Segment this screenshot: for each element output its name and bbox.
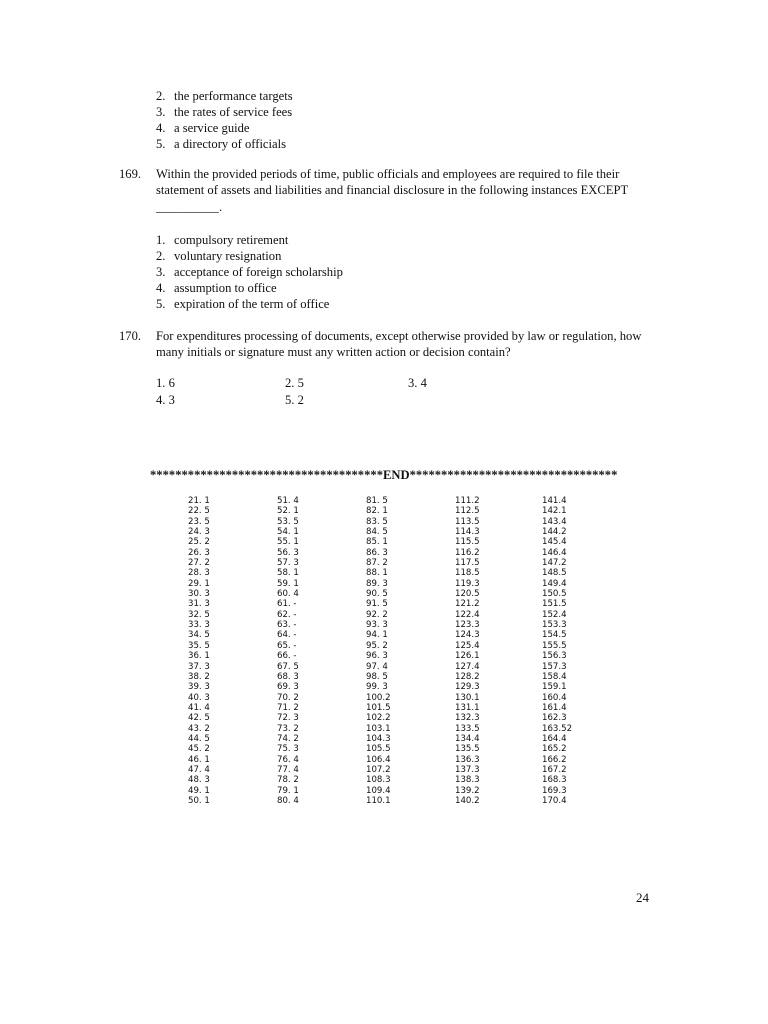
answer-key-entry: 144.2 xyxy=(542,527,567,538)
answer-key-entry: 80. 4 xyxy=(277,795,299,806)
answer-key-entry: 65. - xyxy=(277,640,297,651)
answer-key-entry: 147.2 xyxy=(542,558,567,569)
answer-key-entry: 99. 3 xyxy=(366,682,388,693)
answer-key-entry: 26. 3 xyxy=(188,547,210,558)
answer-key-entry: 156.3 xyxy=(542,651,567,662)
answer-key-entry: 40. 3 xyxy=(188,692,210,703)
answer-key-entry: 30. 3 xyxy=(188,589,210,600)
answer-key-entry: 95. 2 xyxy=(366,640,388,651)
answer-key-entry: 91. 5 xyxy=(366,599,388,610)
list-item xyxy=(156,248,281,264)
answer-key-entry: 86. 3 xyxy=(366,547,388,558)
list-item xyxy=(156,264,343,280)
answer-key-entry: 47. 4 xyxy=(188,764,210,775)
answer-key-column xyxy=(455,496,480,806)
item-text: expiration of the term of office xyxy=(174,297,330,311)
answer-key-entry: 37. 3 xyxy=(188,661,210,672)
item-text: compulsory retirement xyxy=(174,233,289,247)
item-text: a directory of officials xyxy=(174,137,287,151)
answer-key-entry: 49. 1 xyxy=(188,785,210,796)
answer-key-entry: 101.5 xyxy=(366,702,391,713)
answer-key-entry: 60. 4 xyxy=(277,589,299,600)
answer-key-entry: 107.2 xyxy=(366,764,391,775)
answer-key-entry: 164.4 xyxy=(542,733,567,744)
answer-key-entry: 131.1 xyxy=(455,702,480,713)
question-number: 169. xyxy=(119,167,142,181)
answer-key-column xyxy=(542,496,572,806)
answer-key-entry: 134.4 xyxy=(455,733,480,744)
answer-key-entry: 93. 3 xyxy=(366,620,388,631)
answer-key-entry: 103.1 xyxy=(366,723,391,734)
item-text: a service guide xyxy=(174,121,250,135)
answer-key-entry: 22. 5 xyxy=(188,506,210,517)
answer-key-entry: 149.4 xyxy=(542,578,567,589)
answer-key-entry: 31. 3 xyxy=(188,599,210,610)
answer-key-entry: 85. 1 xyxy=(366,537,388,548)
item-number: 3. xyxy=(156,265,166,279)
answer-key-entry: 116.2 xyxy=(455,547,480,558)
end-marker: *************************************END********************************* xyxy=(150,468,618,482)
answer-key-entry: 159.1 xyxy=(542,682,567,693)
answer-key-entry: 97. 4 xyxy=(366,661,388,672)
answer-key-entry: 45. 2 xyxy=(188,744,210,755)
answer-key-entry: 34. 5 xyxy=(188,630,210,641)
item-number: 4. xyxy=(156,281,166,295)
answer-key-entry: 48. 3 xyxy=(188,775,210,786)
answer-key-entry: 165.2 xyxy=(542,744,567,755)
answer-key-entry: 23. 5 xyxy=(188,516,210,527)
answer-key-entry: 120.5 xyxy=(455,589,480,600)
answer-key-entry: 57. 3 xyxy=(277,558,299,569)
answer-key-entry: 96. 3 xyxy=(366,651,388,662)
answer-key-entry: 56. 3 xyxy=(277,547,299,558)
answer-key-entry: 41. 4 xyxy=(188,702,210,713)
answer-key-entry: 51. 4 xyxy=(277,496,299,506)
answer-key-entry: 158.4 xyxy=(542,671,567,682)
answer-key-entry: 102.2 xyxy=(366,713,391,724)
answer-key-entry: 123.3 xyxy=(455,620,480,631)
answer-key-entry: 78. 2 xyxy=(277,775,299,786)
answer-key-entry: 77. 4 xyxy=(277,764,299,775)
answer-key-entry: 163.52 xyxy=(542,723,573,734)
answer-key-entry: 119.3 xyxy=(455,578,480,589)
item-number: 2. xyxy=(156,249,166,263)
question-text: Within the provided periods of time, public officials and employees are required to file their statement of assets and liabilities and financial disclosure in the following instances EXCEPT __________. xyxy=(156,167,628,214)
answer-key-entry: 43. 2 xyxy=(188,723,210,734)
answer-key-entry: 46. 1 xyxy=(188,754,210,765)
question-169 xyxy=(119,166,659,218)
answer-key-entry: 38. 2 xyxy=(188,671,210,682)
answer-key-entry: 133.5 xyxy=(455,723,480,734)
answer-key-entry: 28. 3 xyxy=(188,568,210,579)
answer-key-entry: 64. - xyxy=(277,630,297,641)
answer-key-column xyxy=(366,496,391,806)
answer-key-entry: 127.4 xyxy=(455,661,480,672)
answer-key-entry: 81. 5 xyxy=(366,496,388,506)
item-number: 2. xyxy=(156,89,166,103)
answer-key-column xyxy=(188,496,210,806)
answer-key-entry: 71. 2 xyxy=(277,702,299,713)
answer-key-entry: 54. 1 xyxy=(277,527,299,538)
answer-key-entry: 110.1 xyxy=(366,795,391,806)
answer-key-entry: 62. - xyxy=(277,609,297,620)
list-item xyxy=(156,88,293,104)
answer-key-entry: 25. 2 xyxy=(188,537,210,548)
answer-key-entry: 74. 2 xyxy=(277,733,299,744)
answer-key-entry: 168.3 xyxy=(542,775,567,786)
answer-key-entry: 29. 1 xyxy=(188,578,210,589)
answer-key-entry: 169.3 xyxy=(542,785,567,796)
answer-key-entry: 68. 3 xyxy=(277,671,299,682)
question-text: For expenditures processing of documents, except otherwise provided by law or regulation, how many initials or signature must any written action or decision contain? xyxy=(156,329,642,360)
answer-key-entry: 90. 5 xyxy=(366,589,388,600)
answer-key-entry: 153.3 xyxy=(542,620,567,631)
question-number: 170. xyxy=(119,329,142,343)
answer-key-entry: 160.4 xyxy=(542,692,567,703)
answer-key-entry: 138.3 xyxy=(455,775,480,786)
answer-key-entry: 106.4 xyxy=(366,754,391,765)
list-item xyxy=(156,232,288,248)
answer-key-entry: 117.5 xyxy=(455,558,480,569)
answer-key-entry: 105.5 xyxy=(366,744,391,755)
answer-key-entry: 145.4 xyxy=(542,537,567,548)
answer-key-entry: 118.5 xyxy=(455,568,480,579)
answer-key-entry: 72. 3 xyxy=(277,713,299,724)
answer-key-entry: 157.3 xyxy=(542,661,567,672)
item-text: assumption to office xyxy=(174,281,277,295)
answer-key-entry: 70. 2 xyxy=(277,692,299,703)
answer-key-entry: 167.2 xyxy=(542,764,567,775)
answer-key-entry: 130.1 xyxy=(455,692,480,703)
answer-key-entry: 52. 1 xyxy=(277,506,299,517)
answer-key-entry: 115.5 xyxy=(455,537,480,548)
answer-key-entry: 33. 3 xyxy=(188,620,210,631)
answer-key-entry: 155.5 xyxy=(542,640,567,651)
answer-key-entry: 82. 1 xyxy=(366,506,388,517)
answer-key-entry: 143.4 xyxy=(542,516,567,527)
item-number: 4. xyxy=(156,121,166,135)
answer-key-entry: 135.5 xyxy=(455,744,480,755)
answer-key-entry: 89. 3 xyxy=(366,578,388,589)
answer-key-entry: 104.3 xyxy=(366,733,391,744)
answer-key-entry: 128.2 xyxy=(455,671,480,682)
answer-key-entry: 152.4 xyxy=(542,609,567,620)
answer-key-entry: 100.2 xyxy=(366,692,391,703)
list-item xyxy=(156,104,292,120)
list-item xyxy=(156,120,250,136)
item-text: the rates of service fees xyxy=(174,105,293,119)
list-item xyxy=(156,280,277,296)
answer-key-entry: 113.5 xyxy=(455,516,480,527)
item-number: 3. xyxy=(156,105,166,119)
answer-key-entry: 140.2 xyxy=(455,795,480,806)
answer-key-entry: 39. 3 xyxy=(188,682,210,693)
answer-key-entry: 88. 1 xyxy=(366,568,388,579)
answer-key-entry: 146.4 xyxy=(542,547,567,558)
answer-key-entry: 36. 1 xyxy=(188,651,210,662)
answer-key-entry: 73. 2 xyxy=(277,723,299,734)
answer-key-entry: 69. 3 xyxy=(277,682,299,693)
question-170 xyxy=(119,328,659,362)
answer-key-entry: 114.3 xyxy=(455,527,480,538)
list-item xyxy=(156,136,286,152)
page-number: 24 xyxy=(636,890,649,905)
answer-key-entry: 50. 1 xyxy=(188,795,210,806)
answer-key-entry: 166.2 xyxy=(542,754,567,765)
answer-choice: 1. 6 xyxy=(156,376,175,390)
answer-choice: 4. 3 xyxy=(156,393,175,407)
answer-key-entry: 83. 5 xyxy=(366,516,388,527)
item-number: 1. xyxy=(156,233,166,247)
answer-key-entry: 121.2 xyxy=(455,599,480,610)
answer-key-entry: 108.3 xyxy=(366,775,391,786)
answer-key-entry: 66. - xyxy=(277,651,297,662)
item-text: voluntary resignation xyxy=(174,249,282,263)
answer-key-entry: 55. 1 xyxy=(277,537,299,548)
list-item xyxy=(156,296,329,312)
answer-key-entry: 161.4 xyxy=(542,702,567,713)
answer-key-entry: 35. 5 xyxy=(188,640,210,651)
answer-key-entry: 111.2 xyxy=(455,496,480,506)
answer-key-entry: 53. 5 xyxy=(277,516,299,527)
answer-key-entry: 154.5 xyxy=(542,630,567,641)
answer-key-entry: 129.3 xyxy=(455,682,480,693)
item-number: 5. xyxy=(156,137,166,151)
answer-key-entry: 87. 2 xyxy=(366,558,388,569)
answer-key-entry: 162.3 xyxy=(542,713,567,724)
answer-choice: 5. 2 xyxy=(285,393,304,407)
answer-key-entry: 151.5 xyxy=(542,599,567,610)
answer-key-entry: 59. 1 xyxy=(277,578,299,589)
answer-key-entry: 98. 5 xyxy=(366,671,388,682)
answer-choice: 2. 5 xyxy=(285,376,304,390)
answer-key-entry: 27. 2 xyxy=(188,558,210,569)
answer-key-entry: 24. 3 xyxy=(188,527,210,538)
answer-key-entry: 58. 1 xyxy=(277,568,299,579)
answer-key-entry: 94. 1 xyxy=(366,630,388,641)
item-text: the performance targets xyxy=(174,89,293,103)
answer-choice: 3. 4 xyxy=(408,376,427,390)
answer-key-entry: 126.1 xyxy=(455,651,480,662)
answer-key-entry: 150.5 xyxy=(542,589,567,600)
item-number: 5. xyxy=(156,297,166,311)
answer-key-entry: 32. 5 xyxy=(188,609,210,620)
answer-key-entry: 61. - xyxy=(277,599,297,610)
answer-key-entry: 21. 1 xyxy=(188,496,210,506)
answer-key-entry: 75. 3 xyxy=(277,744,299,755)
answer-key-entry: 170.4 xyxy=(542,795,567,806)
answer-key-entry: 141.4 xyxy=(542,496,567,506)
answer-key-entry: 42. 5 xyxy=(188,713,210,724)
answer-key-entry: 137.3 xyxy=(455,764,480,775)
answer-key-entry: 63. - xyxy=(277,620,297,631)
answer-key-entry: 125.4 xyxy=(455,640,480,651)
answer-key-entry: 124.3 xyxy=(455,630,480,641)
answer-key-entry: 112.5 xyxy=(455,506,480,517)
answer-key-column xyxy=(277,496,299,806)
answer-key-entry: 132.3 xyxy=(455,713,480,724)
answer-key-entry: 79. 1 xyxy=(277,785,299,796)
item-text: acceptance of foreign scholarship xyxy=(174,265,343,279)
answer-key-entry: 44. 5 xyxy=(188,733,210,744)
answer-key-entry: 136.3 xyxy=(455,754,480,765)
answer-key-entry: 109.4 xyxy=(366,785,391,796)
answer-key-entry: 67. 5 xyxy=(277,661,299,672)
answer-key-entry: 139.2 xyxy=(455,785,480,796)
answer-key-entry: 84. 5 xyxy=(366,527,388,538)
answer-key-entry: 92. 2 xyxy=(366,609,388,620)
answer-key-entry: 148.5 xyxy=(542,568,567,579)
answer-key-entry: 142.1 xyxy=(542,506,567,517)
answer-key-entry: 122.4 xyxy=(455,609,480,620)
answer-key-entry: 76. 4 xyxy=(277,754,299,765)
